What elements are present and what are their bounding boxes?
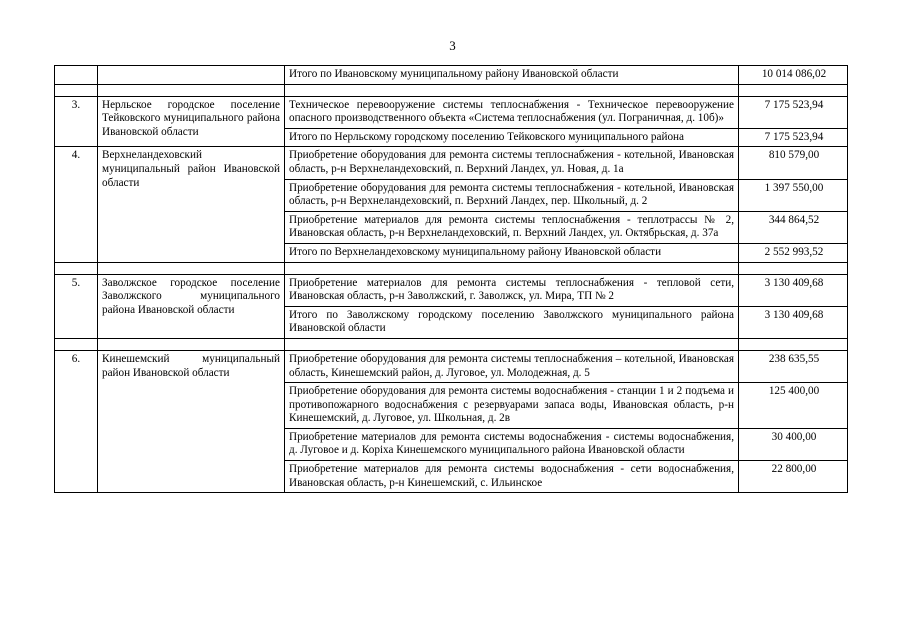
table-row <box>55 147 848 179</box>
spacer-cell <box>55 84 98 96</box>
spacer-cell <box>98 262 285 274</box>
municipality-name: Верхнеландеховский муниципальный район Ивановской области <box>98 147 285 262</box>
spacer-cell <box>55 262 98 274</box>
municipality-name: Кинешемский муниципальный район Ивановской области <box>98 350 285 492</box>
page-number: 3 <box>449 38 456 53</box>
spacer-cell <box>739 262 848 274</box>
amount: 3 130 409,68 <box>739 274 848 306</box>
row-number <box>55 66 98 85</box>
spacer-cell <box>285 262 739 274</box>
project-description: Приобретение материалов для ремонта системы водоснабжения - сети водоснабжения, Ивановская область, р-н Кинешемский, с. Ильинское <box>285 461 739 493</box>
spacer-cell <box>285 84 739 96</box>
spacer-cell <box>285 338 739 350</box>
spacer-cell <box>98 84 285 96</box>
project-description: Приобретение материалов для ремонта системы водоснабжения - системы водоснабжения, д. Луговое и д. Корiха Кинешемского муниципального района Ивановской области <box>285 428 739 460</box>
project-description: Итого по Заволжскому городскому поселению Заволжского муниципального района Ивановской области <box>285 306 739 338</box>
amount: 3 130 409,68 <box>739 306 848 338</box>
municipality-name: Нерльское городское поселение Тейковского муниципального района Ивановской области <box>98 96 285 147</box>
project-description: Техническое перевооружение системы теплоснабжения - Техническое перевооружение опасного производственного объекта «Система теплоснабжения (ул. Пограничная, д. 10б)» <box>285 96 739 128</box>
amount: 810 579,00 <box>739 147 848 179</box>
project-description: Приобретение оборудования для ремонта системы водоснабжения - станции 1 и 2 подъема и противопожарного водоснабжения с резервуарами запаса воды, Ивановская область, р-н Кинешемский, д. Луговое, ул. Школьная, д. 2в <box>285 383 739 429</box>
row-number: 6. <box>55 350 98 492</box>
row-number: 4. <box>55 147 98 262</box>
amount: 125 400,00 <box>739 383 848 429</box>
spacer-row <box>55 338 848 350</box>
project-description: Итого по Ивановскому муниципальному району Ивановской области <box>285 66 739 85</box>
table-row <box>55 274 848 306</box>
project-description: Приобретение материалов для ремонта системы теплоснабжения - теплотрассы № 2, Ивановская область, р-н Верхнеландеховский, п. Верхний Ландех, ул. Октябрьская, д. 37а <box>285 211 739 243</box>
amount: 10 014 086,02 <box>739 66 848 85</box>
project-description: Итого по Нерльскому городскому поселению Тейковского муниципального района <box>285 128 739 147</box>
municipality-name: Заволжское городское поселение Заволжского муниципального района Ивановской области <box>98 274 285 338</box>
amount: 1 397 550,00 <box>739 179 848 211</box>
row-number: 3. <box>55 96 98 147</box>
spacer-cell <box>739 84 848 96</box>
project-description: Приобретение оборудования для ремонта системы теплоснабжения - котельной, Ивановская область, р-н Верхнеландеховский, п. Верхний Ландех, ул. Новая, д. 1а <box>285 147 739 179</box>
funding-table <box>54 65 848 493</box>
amount: 22 800,00 <box>739 461 848 493</box>
amount: 7 175 523,94 <box>739 96 848 128</box>
amount: 2 552 993,52 <box>739 243 848 262</box>
project-description: Приобретение оборудования для ремонта системы теплоснабжения – котельной, Ивановская область, Кинешемский район, д. Луговое, ул. Молодежная, д. 5 <box>285 350 739 382</box>
amount: 30 400,00 <box>739 428 848 460</box>
amount: 7 175 523,94 <box>739 128 848 147</box>
spacer-cell <box>98 338 285 350</box>
project-description: Приобретение оборудования для ремонта системы теплоснабжения - котельной, Ивановская область, р-н Верхнеландеховский, п. Верхний Ландех, пер. Школьный, д. 2 <box>285 179 739 211</box>
municipality-name <box>98 66 285 85</box>
project-description: Приобретение материалов для ремонта системы теплоснабжения - тепловой сети, Ивановская область, р-н Заволжский, г. Заволжск, ул. Мира, ТП № 2 <box>285 274 739 306</box>
spacer-row <box>55 84 848 96</box>
spacer-cell <box>739 338 848 350</box>
table-row <box>55 66 848 85</box>
amount: 344 864,52 <box>739 211 848 243</box>
amount: 238 635,55 <box>739 350 848 382</box>
project-description: Итого по Верхнеландеховскому муниципальному району Ивановской области <box>285 243 739 262</box>
table-row <box>55 96 848 128</box>
table-row <box>55 350 848 382</box>
spacer-cell <box>55 338 98 350</box>
spacer-row <box>55 262 848 274</box>
row-number: 5. <box>55 274 98 338</box>
